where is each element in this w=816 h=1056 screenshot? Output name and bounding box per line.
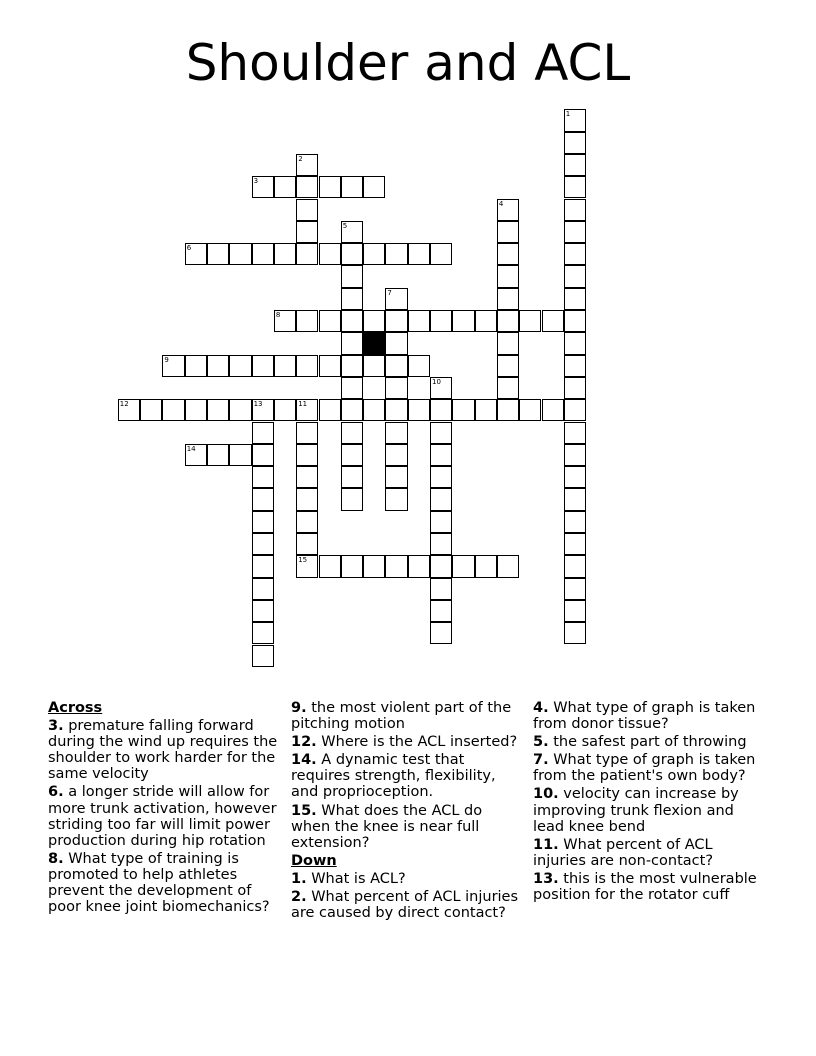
clue-number: 1 <box>565 110 571 119</box>
clue-number-label: 3. <box>48 718 64 735</box>
clue-text: velocity can increase by improving trunk flexion and lead knee bend <box>533 786 739 835</box>
clue-item <box>291 889 523 921</box>
clue-number-label: 4. <box>533 700 549 716</box>
grid-cell[interactable] <box>475 555 497 577</box>
clue-item <box>291 752 523 800</box>
grid-cell[interactable] <box>475 399 497 421</box>
grid-cell[interactable] <box>363 176 385 198</box>
clue-text: What type of graph is taken from donor tissue? <box>533 700 756 733</box>
grid-cell[interactable] <box>497 243 519 265</box>
clue-text: A dynamic test that requires strength, flexibility, and proprioception. <box>291 752 496 801</box>
grid-cell[interactable] <box>296 488 318 510</box>
grid-cell[interactable] <box>185 243 207 265</box>
grid-cell[interactable] <box>252 511 274 533</box>
grid-cell[interactable] <box>341 355 363 377</box>
clue-number-label: 1. <box>291 870 307 887</box>
grid-cell[interactable] <box>341 444 363 466</box>
grid-cell[interactable] <box>229 444 251 466</box>
grid-cell[interactable] <box>564 600 586 622</box>
clue-number: 6 <box>186 244 192 253</box>
clue-item <box>533 700 769 732</box>
grid-cell[interactable] <box>207 399 229 421</box>
clue-text: the most violent part of the pitching motion <box>291 700 512 733</box>
grid-cell[interactable] <box>385 399 407 421</box>
grid-cell[interactable] <box>497 399 519 421</box>
grid-cell[interactable] <box>564 555 586 577</box>
grid-cell[interactable] <box>296 511 318 533</box>
grid-cell[interactable] <box>252 533 274 555</box>
clue-number: 9 <box>164 355 169 364</box>
grid-cell[interactable] <box>296 555 318 577</box>
grid-cell[interactable] <box>408 399 430 421</box>
grid-cell[interactable] <box>229 399 251 421</box>
clue-number: 15 <box>298 556 308 565</box>
grid-cell[interactable] <box>341 288 363 310</box>
clue-column-1 <box>48 700 284 917</box>
clue-number-label: 11. <box>533 836 559 853</box>
grid-cell[interactable] <box>185 355 207 377</box>
clue-text: What type of training is promoted to help athletes prevent the development of poor knee joint biomechanics? <box>48 850 270 916</box>
grid-cell[interactable] <box>140 399 162 421</box>
grid-cell[interactable] <box>430 399 452 421</box>
grid-cell[interactable] <box>296 422 318 444</box>
grid-cell[interactable] <box>564 265 586 287</box>
clue-item <box>48 784 284 848</box>
grid-cell[interactable] <box>385 466 407 488</box>
grid-cell[interactable] <box>564 154 586 176</box>
grid-cell[interactable] <box>430 310 452 332</box>
across-heading: Across <box>48 700 103 716</box>
grid-cell[interactable] <box>274 355 296 377</box>
clue-text: premature falling forward during the wind up requires the shoulder to work harder for the same velocity <box>48 718 278 783</box>
clue-number: 5 <box>342 221 348 230</box>
clue-text: this is the most vulnerable position for the rotator cuff <box>533 870 757 904</box>
clue-number-label: 2. <box>291 889 307 906</box>
grid-cell[interactable] <box>296 355 318 377</box>
grid-cell[interactable] <box>430 422 452 444</box>
grid-cell[interactable] <box>229 243 251 265</box>
grid-cell[interactable] <box>564 533 586 555</box>
clue-number-label: 12. <box>291 734 317 751</box>
grid-cell[interactable] <box>519 399 541 421</box>
grid-cell[interactable] <box>252 422 274 444</box>
grid-cell[interactable] <box>452 310 474 332</box>
grid-cell[interactable] <box>274 243 296 265</box>
grid-cell[interactable] <box>475 310 497 332</box>
grid-cell[interactable] <box>564 221 586 243</box>
clue-number: 7 <box>387 288 392 297</box>
clue-number: 8 <box>275 311 281 319</box>
grid-cell[interactable] <box>341 332 363 354</box>
grid-cell[interactable] <box>296 243 318 265</box>
clue-text: What percent of ACL injuries are caused by direct contact? <box>291 889 519 922</box>
grid-cell[interactable] <box>162 399 184 421</box>
grid-cell[interactable] <box>319 243 341 265</box>
grid-cell[interactable] <box>341 265 363 287</box>
clue-text: Where is the ACL inserted? <box>321 734 518 751</box>
grid-cell[interactable] <box>341 243 363 265</box>
grid-cell[interactable] <box>363 555 385 577</box>
grid-cell[interactable] <box>118 399 140 421</box>
grid-cell[interactable] <box>497 221 519 243</box>
grid-cell[interactable] <box>542 310 564 332</box>
clue-number-label: 7. <box>533 752 549 769</box>
grid-cell[interactable] <box>296 533 318 555</box>
grid-cell[interactable] <box>564 622 586 644</box>
grid-cell[interactable] <box>319 355 341 377</box>
clue-item <box>533 786 769 834</box>
grid-cell[interactable] <box>296 444 318 466</box>
grid-cell[interactable] <box>252 622 274 644</box>
clue-item <box>533 734 769 750</box>
grid-cell[interactable] <box>564 578 586 600</box>
grid-cell[interactable] <box>341 310 363 332</box>
grid-cell[interactable] <box>341 466 363 488</box>
clue-item <box>291 871 523 887</box>
clue-item <box>291 700 523 732</box>
grid-cell[interactable] <box>385 422 407 444</box>
grid-cell[interactable] <box>319 399 341 421</box>
grid-cell[interactable] <box>497 288 519 310</box>
grid-cell[interactable] <box>319 555 341 577</box>
grid-cell[interactable] <box>341 377 363 399</box>
clue-number: 3 <box>253 177 259 186</box>
grid-cell[interactable] <box>430 533 452 555</box>
clue-number: 4 <box>498 199 504 208</box>
grid-cell[interactable] <box>363 243 385 265</box>
grid-cell[interactable] <box>564 243 586 265</box>
grid-cell[interactable] <box>162 355 184 377</box>
grid-cell[interactable] <box>385 310 407 332</box>
grid-cell[interactable] <box>341 399 363 421</box>
page-title: Shoulder and ACL <box>185 34 631 92</box>
grid-cell[interactable] <box>341 422 363 444</box>
grid-cell[interactable] <box>274 399 296 421</box>
grid-cell[interactable] <box>497 377 519 399</box>
grid-cell[interactable] <box>296 221 318 243</box>
grid-cell[interactable] <box>564 332 586 354</box>
grid-cell[interactable] <box>363 399 385 421</box>
grid-cell[interactable] <box>252 399 274 421</box>
grid-cell[interactable] <box>564 511 586 533</box>
clue-number-label: 5. <box>533 734 549 751</box>
grid-cell[interactable] <box>564 176 586 198</box>
grid-cell[interactable] <box>564 466 586 488</box>
clue-number-label: 14. <box>291 752 317 769</box>
clue-item <box>48 718 284 782</box>
grid-cell[interactable] <box>185 399 207 421</box>
grid-cell[interactable] <box>185 444 207 466</box>
grid-cell[interactable] <box>497 555 519 577</box>
grid-cell[interactable] <box>252 488 274 510</box>
grid-cell[interactable] <box>319 310 341 332</box>
grid-cell[interactable] <box>430 622 452 644</box>
clue-column-2 <box>291 700 523 923</box>
grid-cell[interactable] <box>497 310 519 332</box>
grid-cell[interactable] <box>430 600 452 622</box>
grid-cell[interactable] <box>341 176 363 198</box>
grid-cell[interactable] <box>452 555 474 577</box>
grid-cell[interactable] <box>452 399 474 421</box>
grid-block <box>363 332 385 354</box>
grid-cell[interactable] <box>363 310 385 332</box>
grid-cell[interactable] <box>296 310 318 332</box>
grid-cell[interactable] <box>385 377 407 399</box>
clue-item <box>291 803 523 851</box>
grid-cell[interactable] <box>564 109 586 131</box>
grid-cell[interactable] <box>564 444 586 466</box>
grid-cell[interactable] <box>497 265 519 287</box>
grid-cell[interactable] <box>408 555 430 577</box>
grid-cell[interactable] <box>252 600 274 622</box>
clue-text: a longer stride will allow for more trunk activation, however striding too far will limit power production during hip rotation <box>48 784 277 849</box>
grid-cell[interactable] <box>564 399 586 421</box>
clue-text: What type of graph is taken from the patient's own body? <box>533 752 756 785</box>
grid-cell[interactable] <box>274 176 296 198</box>
grid-cell[interactable] <box>430 444 452 466</box>
grid-cell[interactable] <box>296 154 318 176</box>
grid-cell[interactable] <box>542 399 564 421</box>
grid-cell[interactable] <box>385 355 407 377</box>
grid-cell[interactable] <box>252 243 274 265</box>
grid-cell[interactable] <box>341 221 363 243</box>
grid-cell[interactable] <box>252 355 274 377</box>
grid-cell[interactable] <box>296 199 318 221</box>
grid-cell[interactable] <box>564 488 586 510</box>
clue-item <box>533 837 769 869</box>
grid-cell[interactable] <box>207 444 229 466</box>
grid-cell[interactable] <box>252 555 274 577</box>
grid-cell[interactable] <box>252 578 274 600</box>
grid-cell[interactable] <box>341 555 363 577</box>
clue-number-label: 6. <box>48 784 64 801</box>
grid-cell[interactable] <box>430 555 452 577</box>
clue-item <box>533 871 769 903</box>
grid-cell[interactable] <box>430 377 452 399</box>
grid-cell[interactable] <box>341 488 363 510</box>
clue-text: the safest part of throwing <box>553 734 747 751</box>
grid-cell[interactable] <box>385 288 407 310</box>
clue-number: 2 <box>298 154 303 163</box>
grid-cell[interactable] <box>430 466 452 488</box>
clue-text: What does the ACL do when the knee is near full extension? <box>291 802 483 851</box>
grid-cell[interactable] <box>385 444 407 466</box>
clue-text: What is ACL? <box>311 870 406 887</box>
grid-cell[interactable] <box>252 466 274 488</box>
grid-cell[interactable] <box>207 243 229 265</box>
clue-number: 13 <box>253 400 263 409</box>
clue-number: 10 <box>432 377 441 386</box>
grid-cell[interactable] <box>430 488 452 510</box>
grid-cell[interactable] <box>252 176 274 198</box>
grid-cell[interactable] <box>408 310 430 332</box>
clue-item <box>533 752 769 784</box>
grid-cell[interactable] <box>296 466 318 488</box>
grid-cell[interactable] <box>385 243 407 265</box>
grid-cell[interactable] <box>408 243 430 265</box>
grid-cell[interactable] <box>430 578 452 600</box>
grid-cell[interactable] <box>564 422 586 444</box>
grid-cell[interactable] <box>207 355 229 377</box>
clue-number-label: 10. <box>533 786 559 803</box>
grid-cell[interactable] <box>252 645 274 667</box>
grid-cell[interactable] <box>385 488 407 510</box>
clue-text: What percent of ACL injuries are non-contact? <box>533 836 714 869</box>
clue-item <box>291 734 523 750</box>
grid-cell[interactable] <box>497 332 519 354</box>
clue-number: 14 <box>186 444 196 453</box>
grid-cell[interactable] <box>564 377 586 399</box>
grid-cell[interactable] <box>564 288 586 310</box>
grid-cell[interactable] <box>385 332 407 354</box>
clue-number-label: 9. <box>291 700 307 716</box>
grid-cell[interactable] <box>430 511 452 533</box>
grid-cell[interactable] <box>564 132 586 154</box>
down-heading: Down <box>291 852 337 869</box>
grid-cell[interactable] <box>497 355 519 377</box>
grid-cell[interactable] <box>319 176 341 198</box>
clue-number-label: 8. <box>48 850 64 867</box>
grid-cell[interactable] <box>252 444 274 466</box>
clue-number: 12 <box>119 400 129 409</box>
grid-cell[interactable] <box>564 310 586 332</box>
clue-number: 11 <box>298 400 308 409</box>
clue-item <box>48 851 284 915</box>
grid-cell[interactable] <box>519 310 541 332</box>
grid-cell[interactable] <box>564 355 586 377</box>
grid-cell[interactable] <box>385 555 407 577</box>
grid-cell[interactable] <box>497 199 519 221</box>
grid-cell[interactable] <box>430 243 452 265</box>
grid-cell[interactable] <box>296 176 318 198</box>
clue-number-label: 15. <box>291 802 317 819</box>
grid-cell[interactable] <box>296 399 318 421</box>
grid-cell[interactable] <box>408 355 430 377</box>
grid-cell[interactable] <box>274 310 296 332</box>
grid-cell[interactable] <box>229 355 251 377</box>
grid-cell[interactable] <box>564 199 586 221</box>
grid-cell[interactable] <box>363 355 385 377</box>
clue-column-3 <box>533 700 769 905</box>
clue-number-label: 13. <box>533 870 559 887</box>
